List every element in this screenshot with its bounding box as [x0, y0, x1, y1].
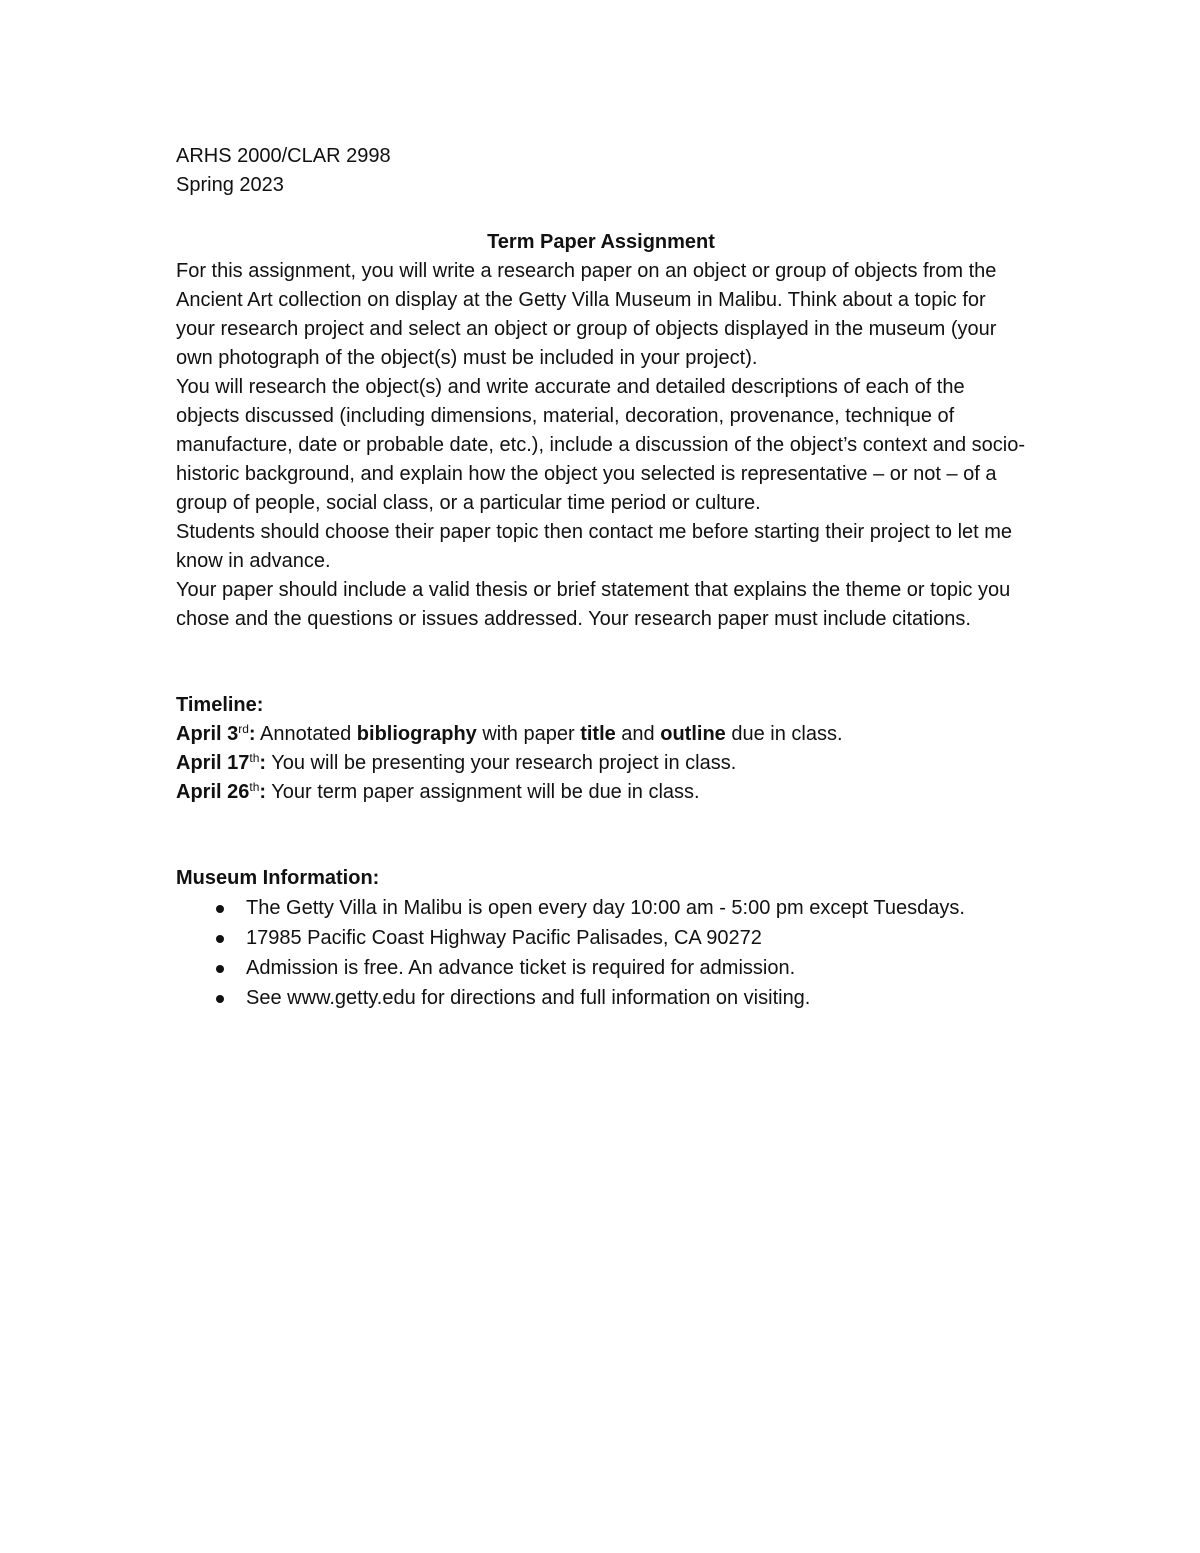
- timeline-colon: :: [259, 781, 267, 803]
- list-item: [176, 924, 1026, 953]
- timeline-item: [176, 720, 1026, 749]
- timeline-text: Your term paper assignment will be due in class.: [266, 781, 700, 803]
- course-code: ARHS 2000/CLAR 2998: [176, 145, 391, 167]
- timeline-date-suffix: th: [249, 780, 260, 794]
- timeline-section: [176, 691, 1026, 807]
- timeline-text: Annotated: [255, 723, 357, 745]
- paragraph-topic: Students should choose their paper topic then contact me before starting their project to let me know in advance.: [176, 521, 1013, 572]
- timeline-colon: :: [259, 752, 267, 774]
- timeline-date: April 17: [176, 752, 250, 774]
- museum-heading: Museum Information:: [176, 867, 380, 889]
- paragraph-thesis: Your paper should include a valid thesis or brief statement that explains the theme or topic you chose and the questions or issues addressed. Your research paper must include citations.: [176, 579, 1011, 630]
- museum-info-text: 17985 Pacific Coast Highway Pacific Palisades, CA 90272: [246, 927, 762, 949]
- timeline-date: April 26: [176, 781, 250, 803]
- timeline-text-bold: bibliography: [356, 723, 477, 745]
- timeline-colon: :: [248, 723, 256, 745]
- museum-info-list: [176, 894, 1026, 1013]
- museum-info-text: See www.getty.edu for directions and full information on visiting.: [246, 987, 811, 1009]
- paragraph-intro: For this assignment, you will write a research paper on an object or group of objects from the Ancient Art collection on display at the Getty Villa Museum in Malibu. Think about a topic for your research project and select an object or group of objects displayed in the museum (your own photograph of the object(s) must be included in your project).: [176, 260, 997, 369]
- list-item: [176, 954, 1026, 983]
- document-title: Term Paper Assignment: [487, 231, 715, 253]
- bullet-icon: [216, 965, 224, 973]
- timeline-item: [176, 778, 1026, 807]
- timeline-text-bold: title: [580, 723, 616, 745]
- bullet-icon: [216, 995, 224, 1003]
- paragraph-research: You will research the object(s) and write accurate and detailed descriptions of each of the objects discussed (including dimensions, material, decoration, provenance, technique of manufacture, date or probable date, etc.), include a discussion of the object’s context and socio-historic background, and explain how the object you selected is representative – or not – of a group of people, social class, or a particular time period or culture.: [176, 376, 1026, 514]
- timeline-item: [176, 749, 1026, 778]
- timeline-text: with paper: [476, 723, 581, 745]
- timeline-text: and: [615, 723, 661, 745]
- bullet-icon: [216, 905, 224, 913]
- timeline-text: You will be presenting your research project in class.: [266, 752, 737, 774]
- timeline-date-suffix: th: [249, 751, 260, 765]
- bullet-icon: [216, 935, 224, 943]
- timeline-text: due in class.: [725, 723, 843, 745]
- timeline-text-bold: outline: [660, 723, 726, 745]
- timeline-date-suffix: rd: [238, 722, 249, 736]
- museum-info-text: Admission is free. An advance ticket is required for admission.: [246, 957, 796, 979]
- list-item: [176, 984, 1026, 1013]
- document-body: [176, 142, 1026, 1013]
- timeline-date: April 3: [176, 723, 239, 745]
- museum-section: [176, 864, 1026, 1013]
- term-label: Spring 2023: [176, 174, 284, 196]
- list-item: [176, 894, 1026, 923]
- museum-info-text: The Getty Villa in Malibu is open every day 10:00 am - 5:00 pm except Tuesdays.: [246, 897, 965, 919]
- timeline-heading: Timeline:: [176, 694, 264, 716]
